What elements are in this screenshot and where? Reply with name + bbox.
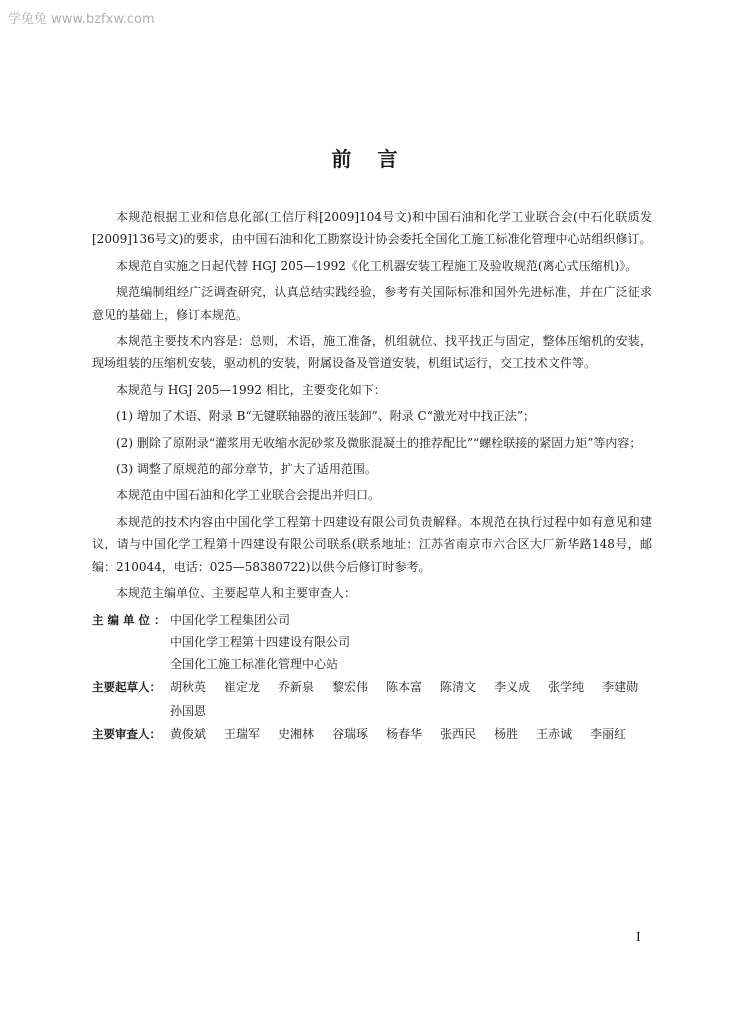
reviewer-name: 李丽红 bbox=[590, 726, 627, 741]
preface-body bbox=[92, 206, 652, 745]
drafter-name: 胡秋英 bbox=[170, 679, 207, 694]
paragraph: 规范编制组经广泛调查研究，认真总结实践经验，参考有关国际标准和国外先进标准，并在广泛征求意见的基础上，修订本规范。 bbox=[92, 285, 652, 322]
drafter-name: 李义成 bbox=[494, 679, 531, 694]
page-number: I bbox=[636, 930, 641, 945]
paragraph: 本规范根据工业和信息化部(工信厅科[2009]104号文)和中国石油和化学工业联合会(中石化联质发[2009]136号文)的要求，由中国石油和化工勘察设计协会委托全国化工施工标准化管理中心站组织修订。 bbox=[92, 210, 652, 247]
drafter-name: 陈本富 bbox=[386, 679, 423, 694]
paragraph: 本规范主编单位、主要起草人和主要审查人： bbox=[116, 586, 357, 601]
reviewers-list bbox=[170, 723, 652, 745]
drafters-row bbox=[92, 676, 652, 723]
site-watermark: 学兔兔 www.bzfxw.com bbox=[8, 12, 155, 27]
paragraph: 本规范自实施之日起代替 HGJ 205—1992《化工机器安装工程施工及验收规范(离心式压缩机)》。 bbox=[116, 258, 638, 273]
drafter-name: 黎宏伟 bbox=[332, 679, 369, 694]
paragraph: 本规范由中国石油和化学工业联合会提出并归口。 bbox=[116, 488, 381, 503]
paragraph: 本规范的技术内容由中国化学工程第十四建设有限公司负责解释。本规范在执行过程中如有意见和建议，请与中国化学工程第十四建设有限公司联系(联系地址：江苏省南京市六合区大厂新华路148号，邮编：210044，电话：025—58380722)以供今后修订时参考。 bbox=[92, 514, 652, 574]
reviewer-name: 黄俊斌 bbox=[170, 726, 207, 741]
drafters-label: 主要起草人： bbox=[92, 679, 161, 694]
chief-unit: 全国化工施工标准化管理中心站 bbox=[170, 657, 339, 672]
reviewer-name: 张西民 bbox=[440, 726, 477, 741]
drafter-name: 陈清文 bbox=[440, 679, 477, 694]
reviewers-row bbox=[92, 723, 652, 745]
drafter-name: 李建勋 bbox=[602, 679, 639, 694]
paragraph: 本规范主要技术内容是：总则，术语，施工准备，机组就位、找平找正与固定，整体压缩机的安装，现场组装的压缩机安装，驱动机的安装，附属设备及管道安装，机组试运行，交工技术文件等。 bbox=[92, 334, 652, 371]
reviewer-name: 谷瑞琢 bbox=[332, 726, 369, 741]
chief-units-row bbox=[92, 609, 652, 676]
reviewer-name: 王赤诚 bbox=[536, 726, 573, 741]
reviewer-name: 史湘林 bbox=[278, 726, 315, 741]
chief-units-list bbox=[170, 609, 652, 676]
chief-unit: 中国化学工程集团公司 bbox=[170, 612, 291, 627]
drafter-name: 崔定龙 bbox=[224, 679, 261, 694]
drafter-name: 张学纯 bbox=[548, 679, 585, 694]
paragraph: (1) 增加了术语、附录 B“无键联轴器的液压装卸”、附录 C“激光对中找正法”； bbox=[116, 409, 535, 424]
drafter-name: 乔新泉 bbox=[278, 679, 315, 694]
reviewer-name: 杨胜 bbox=[494, 726, 519, 741]
chief-units-label: 主编单位： bbox=[92, 612, 170, 627]
editors-block bbox=[92, 609, 652, 745]
drafter-name: 孙国恩 bbox=[170, 704, 207, 719]
page-title: 前言 bbox=[331, 147, 424, 171]
paragraph: (3) 调整了原规范的部分章节，扩大了适用范围。 bbox=[116, 462, 377, 477]
reviewer-name: 王瑞军 bbox=[224, 726, 261, 741]
reviewers-label: 主要审查人： bbox=[92, 726, 161, 741]
paragraph: 本规范与 HGJ 205—1992 相比，主要变化如下： bbox=[116, 382, 386, 397]
drafters-list bbox=[170, 676, 652, 723]
reviewer-name: 杨春华 bbox=[386, 726, 423, 741]
paragraph: (2) 删除了原附录“灌浆用无收缩水泥砂浆及微胀混凝土的推荐配比”“螺栓联接的紧固力矩”等内容； bbox=[116, 435, 642, 450]
chief-unit: 中国化学工程第十四建设有限公司 bbox=[170, 634, 351, 649]
